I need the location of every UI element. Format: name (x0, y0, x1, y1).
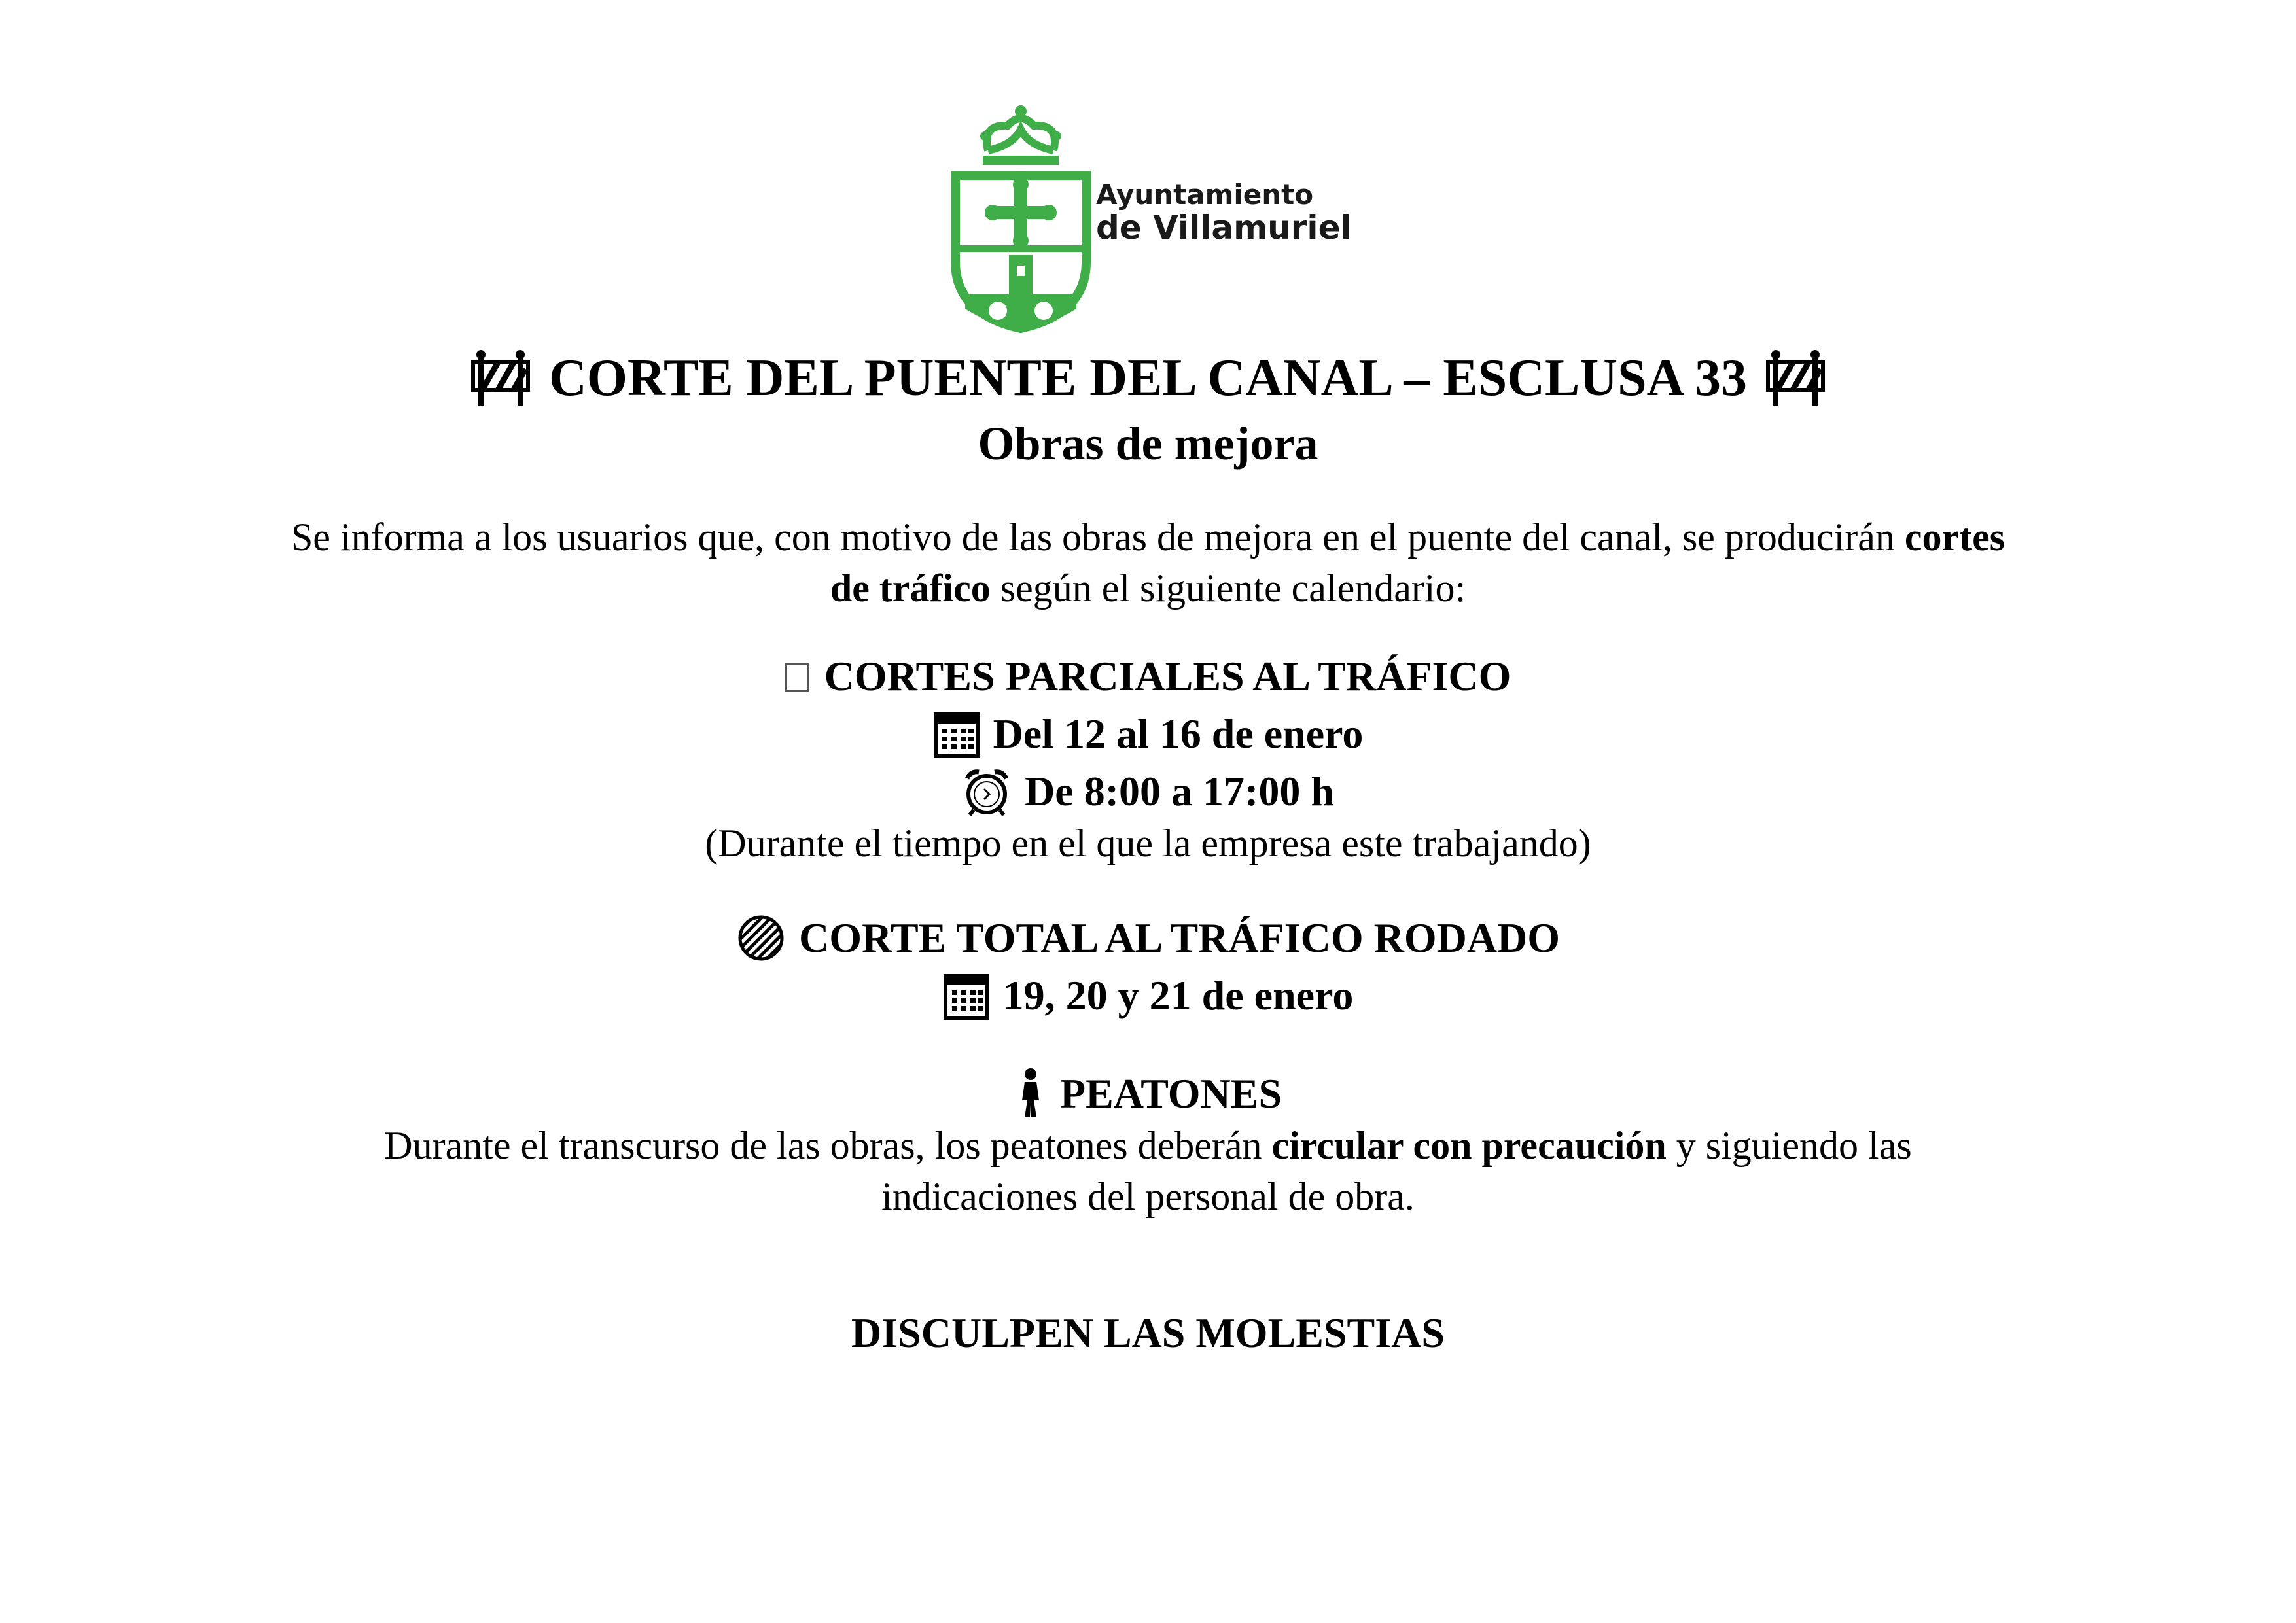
partial-hours (0, 763, 2296, 820)
partial-dates (0, 705, 2296, 763)
logo-line2: de Villamuriel (1096, 209, 1352, 247)
page-title (0, 339, 2296, 417)
partial-note: (Durante el tiempo en el que la empresa este trabajando) (705, 822, 1591, 865)
intro-text: Se informa a los usuarios que, con motivo de las obras de mejora en el puente del canal, se producirán (291, 515, 1905, 559)
subtitle: Obras de mejora (978, 417, 1318, 470)
total-dates-text: 19, 20 y 21 de enero (1002, 972, 1354, 1019)
calendar-icon (933, 709, 980, 759)
pedestrians-bold: circular con precaución (1271, 1124, 1667, 1167)
pedestrians-text: Durante el transcurso de las obras, los peatones deberán (384, 1124, 1272, 1167)
alarm-clock-icon (962, 767, 1012, 816)
pedestrians-line-2: indicaciones del personal de obra. (881, 1175, 1415, 1218)
total-dates (0, 967, 2296, 1024)
no-entry-circle-icon (736, 913, 786, 963)
total-heading-text: CORTE TOTAL AL TRÁFICO RODADO (798, 915, 1561, 961)
partial-heading (0, 648, 2296, 705)
villamuriel-logo (936, 98, 1368, 334)
intro-text-2: según el siguiente calendario: (990, 567, 1466, 610)
total-heading (0, 909, 2296, 967)
pedestrians-text-2: y siguiendo las (1666, 1124, 1912, 1167)
intro-line-1 (0, 512, 2296, 563)
construction-barrier-icon (1764, 349, 1827, 407)
pedestrians-heading-text: PEATONES (1059, 1070, 1282, 1117)
intro-line-2 (0, 563, 2296, 614)
calendar-icon (943, 971, 990, 1021)
partial-hours-text: De 8:00 a 17:00 h (1025, 768, 1334, 814)
partial-heading-text: CORTES PARCIALES AL TRÁFICO (824, 653, 1511, 699)
intro-bold-cortes: cortes (1904, 515, 2005, 559)
pedestrians-line-1 (0, 1120, 2296, 1171)
construction-barrier-icon (469, 349, 532, 407)
intro-bold-trafico: de tráfico (830, 567, 991, 610)
closing-text: DISCULPEN LAS MOLESTIAS (851, 1310, 1445, 1356)
logo-line1: Ayuntamiento (1096, 179, 1314, 211)
pedestrians-heading (0, 1065, 2296, 1124)
title-text: CORTE DEL PUENTE DEL CANAL – ESCLUSA 33 (549, 349, 1747, 407)
pedestrian-icon (1014, 1068, 1047, 1120)
missing-glyph-icon (785, 663, 809, 692)
partial-dates-text: Del 12 al 16 de enero (993, 710, 1364, 757)
